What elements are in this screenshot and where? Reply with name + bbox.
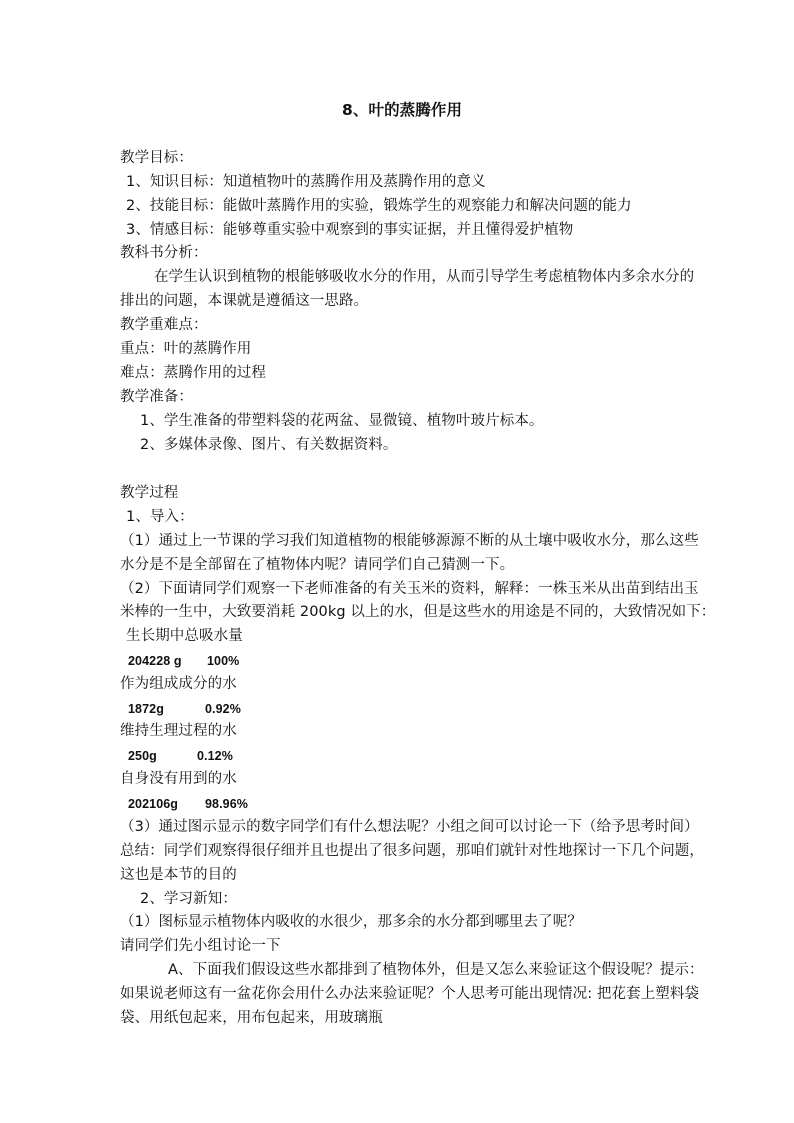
objectives-heading: 教学目标：	[120, 150, 193, 166]
objective-item: 1、知识目标：知道植物叶的蒸腾作用及蒸腾作用的意义	[126, 174, 486, 190]
intro-paragraph-line: （2）下面请同学们观察一下老师准备的有关玉米的资料，解释：一株玉米从出苗到结出玉	[120, 581, 699, 597]
intro-heading: 1、导入：	[126, 509, 194, 525]
hypothesis-line: A、下面我们假设这些水都排到了植物体外，但是又怎么来验证这个假设呢？提示：	[168, 962, 704, 978]
keypoints-heading: 教学重难点：	[120, 317, 208, 333]
prep-item: 1、学生准备的带塑料袋的花两盆、显微镜、植物叶玻片标本。	[140, 413, 544, 429]
analysis-line: 排出的问题，本课就是遵循这一思路。	[120, 293, 369, 309]
difficulty-text: 难点：蒸腾作用的过程	[120, 365, 266, 381]
water-label: 自身没有用到的水	[120, 771, 237, 787]
analysis-line: 在学生认识到植物的根能够吸收水分的作用，从而引导学生考虑植物体内多余水分的	[154, 269, 695, 285]
intro-paragraph-line: 米棒的一生中，大致要消耗 200kg 以上的水，但是这些水的用途是不同的，大致情况如下：	[120, 604, 716, 620]
hypothesis-line: 袋、用纸包起来，用布包起来，用玻璃瓶	[120, 1010, 383, 1026]
water-amount: 202106g	[128, 797, 179, 811]
discussion-paragraph: （3）通过图示显示的数字同学们有什么想法呢？小组之间可以讨论一下（给予思考时间）	[120, 819, 699, 835]
hypothesis-line: 如果说老师这有一盆花你会用什么办法来验证呢？个人思考可能出现情况: 把花套上塑料袋	[120, 986, 700, 1002]
water-amount: 204228 g	[128, 654, 182, 668]
water-label: 作为组成成分的水	[120, 676, 237, 692]
summary-line: 总结：同学们观察得很仔细并且也提出了很多问题，那咱们就针对性地探讨一下几个问题，	[120, 843, 704, 859]
intro-paragraph-line: （1）通过上一节课的学习我们知道植物的根能够源源不断的从土壤中吸收水分，那么这些	[120, 533, 699, 549]
water-amount: 250g	[128, 749, 157, 763]
water-label: 维持生理过程的水	[120, 723, 237, 739]
water-percent: 0.92%	[205, 702, 241, 716]
water-percent: 98.96%	[205, 797, 248, 811]
water-label: 生长期中总吸水量	[126, 628, 243, 644]
process-heading: 教学过程	[120, 485, 179, 501]
objective-item: 2、技能目标：能做叶蒸腾作用的实验，锻炼学生的观察能力和解决问题的能力	[126, 198, 632, 214]
new-knowledge-heading: 2、学习新知：	[140, 891, 237, 907]
prep-heading: 教学准备：	[120, 389, 193, 405]
new-knowledge-question: （1）图标显示植物体内吸收的水很少，那多余的水分都到哪里去了呢？	[120, 914, 582, 930]
summary-line: 这也是本节的目的	[120, 867, 237, 883]
water-percent: 0.12%	[197, 749, 233, 763]
intro-paragraph-line: 水分是不是全部留在了植物体内呢？请同学们自己猜测一下。	[120, 557, 515, 573]
objective-item: 3、情感目标：能够尊重实验中观察到的事实证据，并且懂得爱护植物	[126, 222, 574, 238]
analysis-heading: 教科书分析：	[120, 245, 208, 261]
group-discussion-text: 请同学们先小组讨论一下	[120, 938, 281, 954]
prep-item: 2、多媒体录像、图片、有关数据资料。	[140, 437, 398, 453]
water-amount: 1872g	[128, 702, 164, 716]
document-title: 8、叶的蒸腾作用	[342, 101, 463, 119]
water-percent: 100%	[207, 654, 240, 668]
keypoint-text: 重点：叶的蒸腾作用	[120, 341, 252, 357]
